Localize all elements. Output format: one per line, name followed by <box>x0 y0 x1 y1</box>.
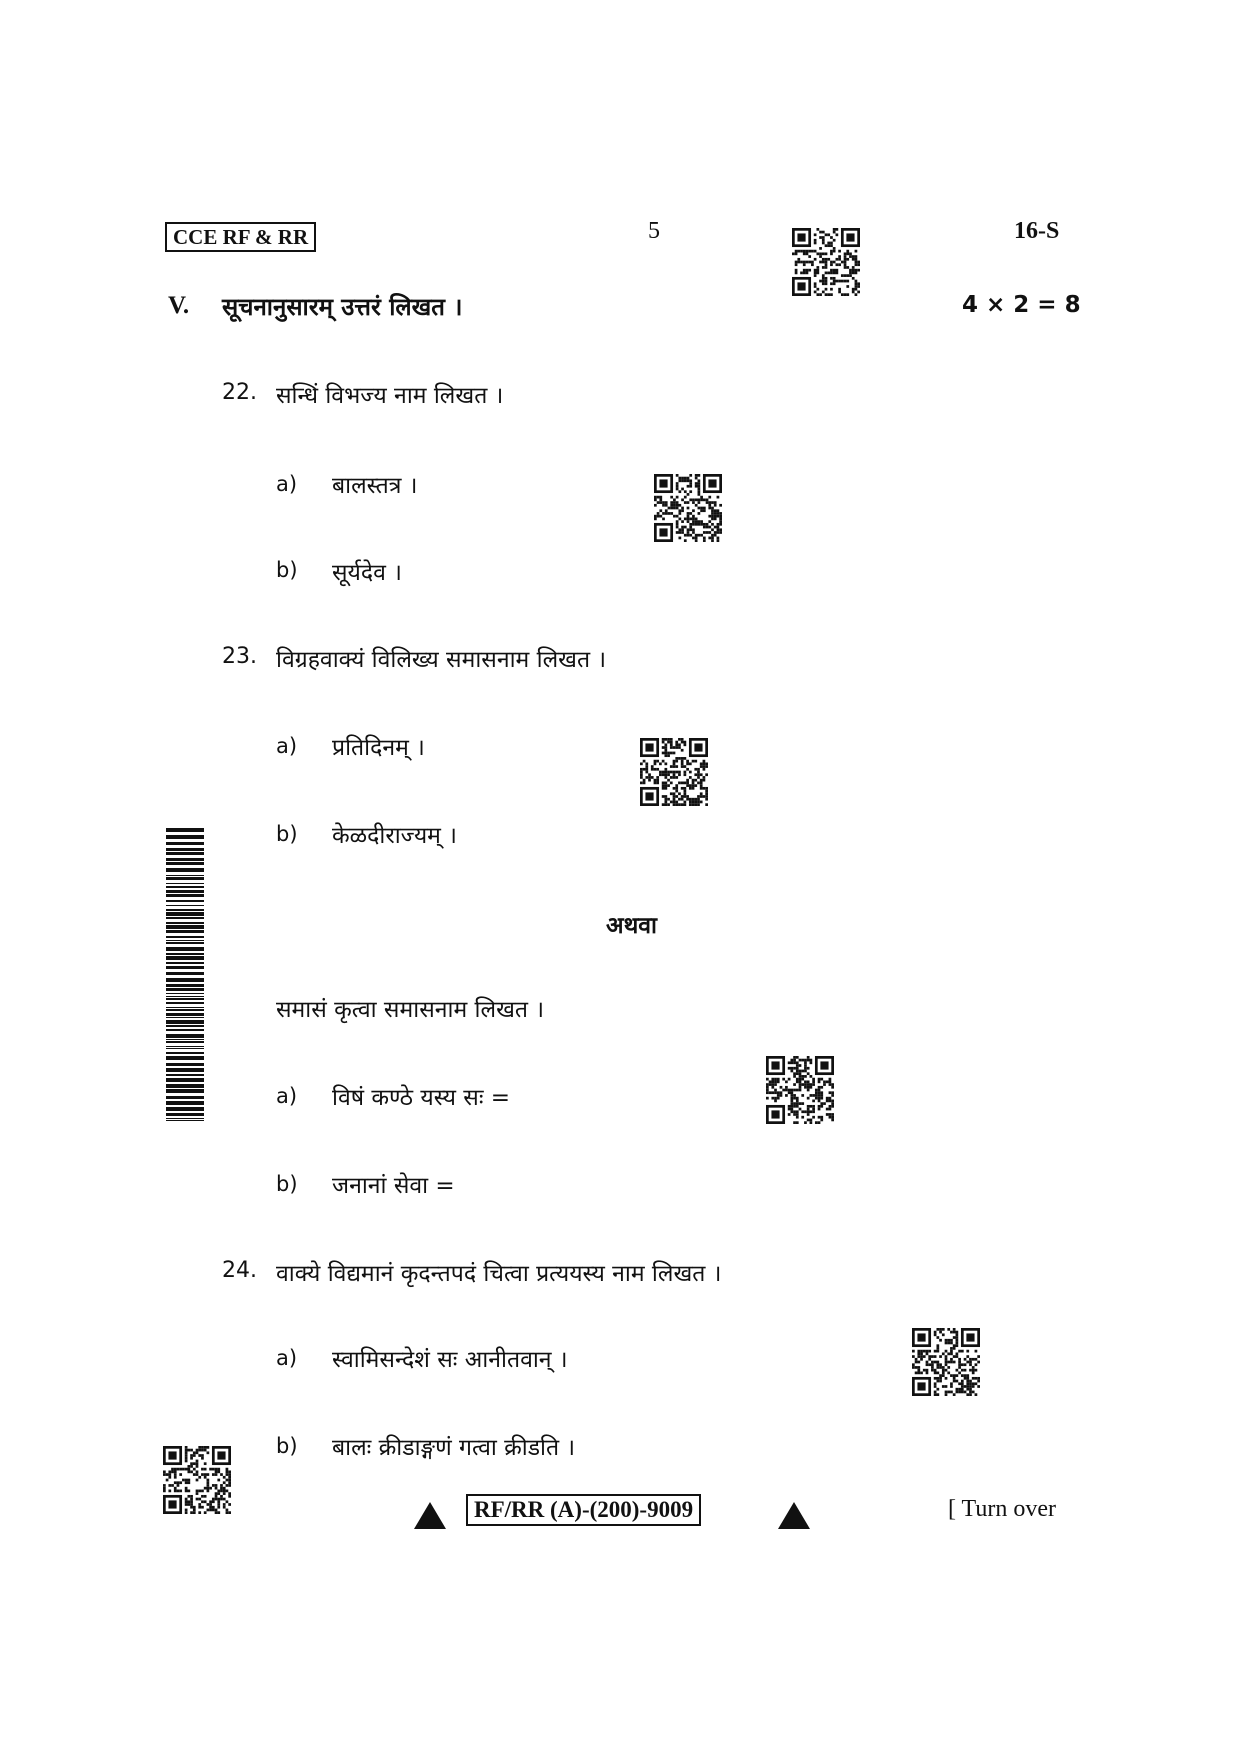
q23-alt-option-a-label: a) <box>276 1084 298 1108</box>
q23-alt-option-b-label: b) <box>276 1172 298 1196</box>
section-title: सूचनानुसारम् उत्तरं लिखत । <box>222 292 463 321</box>
q23-alt-option-a-text: विषं कण्ठे यस्य सः = <box>332 1085 511 1111</box>
q23-option-a-text: प्रतिदिनम् । <box>332 735 425 761</box>
page-number: 5 <box>648 218 660 244</box>
paper-code: 16-S <box>1014 218 1060 244</box>
q23-alt-option-b-text: जनानां सेवा = <box>332 1173 455 1199</box>
q23-alt-instruction: समासं कृत्वा समासनाम लिखत । <box>276 997 545 1023</box>
qr-code-icon <box>766 1056 834 1124</box>
exam-code-box: CCE RF & RR <box>165 222 316 252</box>
question-22-text: सन्धिं विभज्य नाम लिखत । <box>276 383 504 409</box>
question-24-number: 24. <box>222 1258 257 1283</box>
question-22-number: 22. <box>222 380 257 405</box>
q22-option-a-text: बालस्तत्र । <box>332 473 418 499</box>
qr-code-icon <box>163 1446 231 1514</box>
triangle-marker-icon <box>778 1502 810 1529</box>
triangle-marker-icon <box>414 1502 446 1529</box>
q23-option-b-text: केळदीराज्यम् । <box>332 823 457 849</box>
qr-code-icon <box>912 1328 980 1396</box>
qr-code-icon <box>640 738 708 806</box>
q22-option-b-text: सूर्यदेव । <box>332 560 402 586</box>
question-24-text: वाक्ये विद्यमानं कृदन्तपदं चित्वा प्रत्ययस्य नाम लिखत । <box>276 1261 722 1287</box>
q24-option-a-label: a) <box>276 1346 298 1370</box>
q23-option-b-label: b) <box>276 822 298 846</box>
section-marks: 4 × 2 = 8 <box>962 292 1081 318</box>
q24-option-b-label: b) <box>276 1434 298 1458</box>
q22-option-b-label: b) <box>276 558 298 582</box>
question-23-number: 23. <box>222 644 257 669</box>
question-23-text: विग्रहवाक्यं विलिख्य समासनाम लिखत । <box>276 647 607 673</box>
barcode-icon <box>166 828 204 1121</box>
qr-code-icon <box>792 228 860 296</box>
q24-option-b-text: बालः क्रीडाङ्गणं गत्वा क्रीडति । <box>332 1435 576 1461</box>
q24-option-a-text: स्वामिसन्देशं सः आनीतवान् । <box>332 1347 568 1373</box>
section-number: V. <box>168 292 190 319</box>
turn-over-note: [ Turn over <box>948 1496 1057 1522</box>
q23-option-a-label: a) <box>276 734 298 758</box>
q22-option-a-label: a) <box>276 472 298 496</box>
qr-code-icon <box>654 474 722 542</box>
or-heading: अथवा <box>606 912 658 939</box>
footer-paper-code: RF/RR (A)-(200)-9009 <box>466 1494 701 1526</box>
